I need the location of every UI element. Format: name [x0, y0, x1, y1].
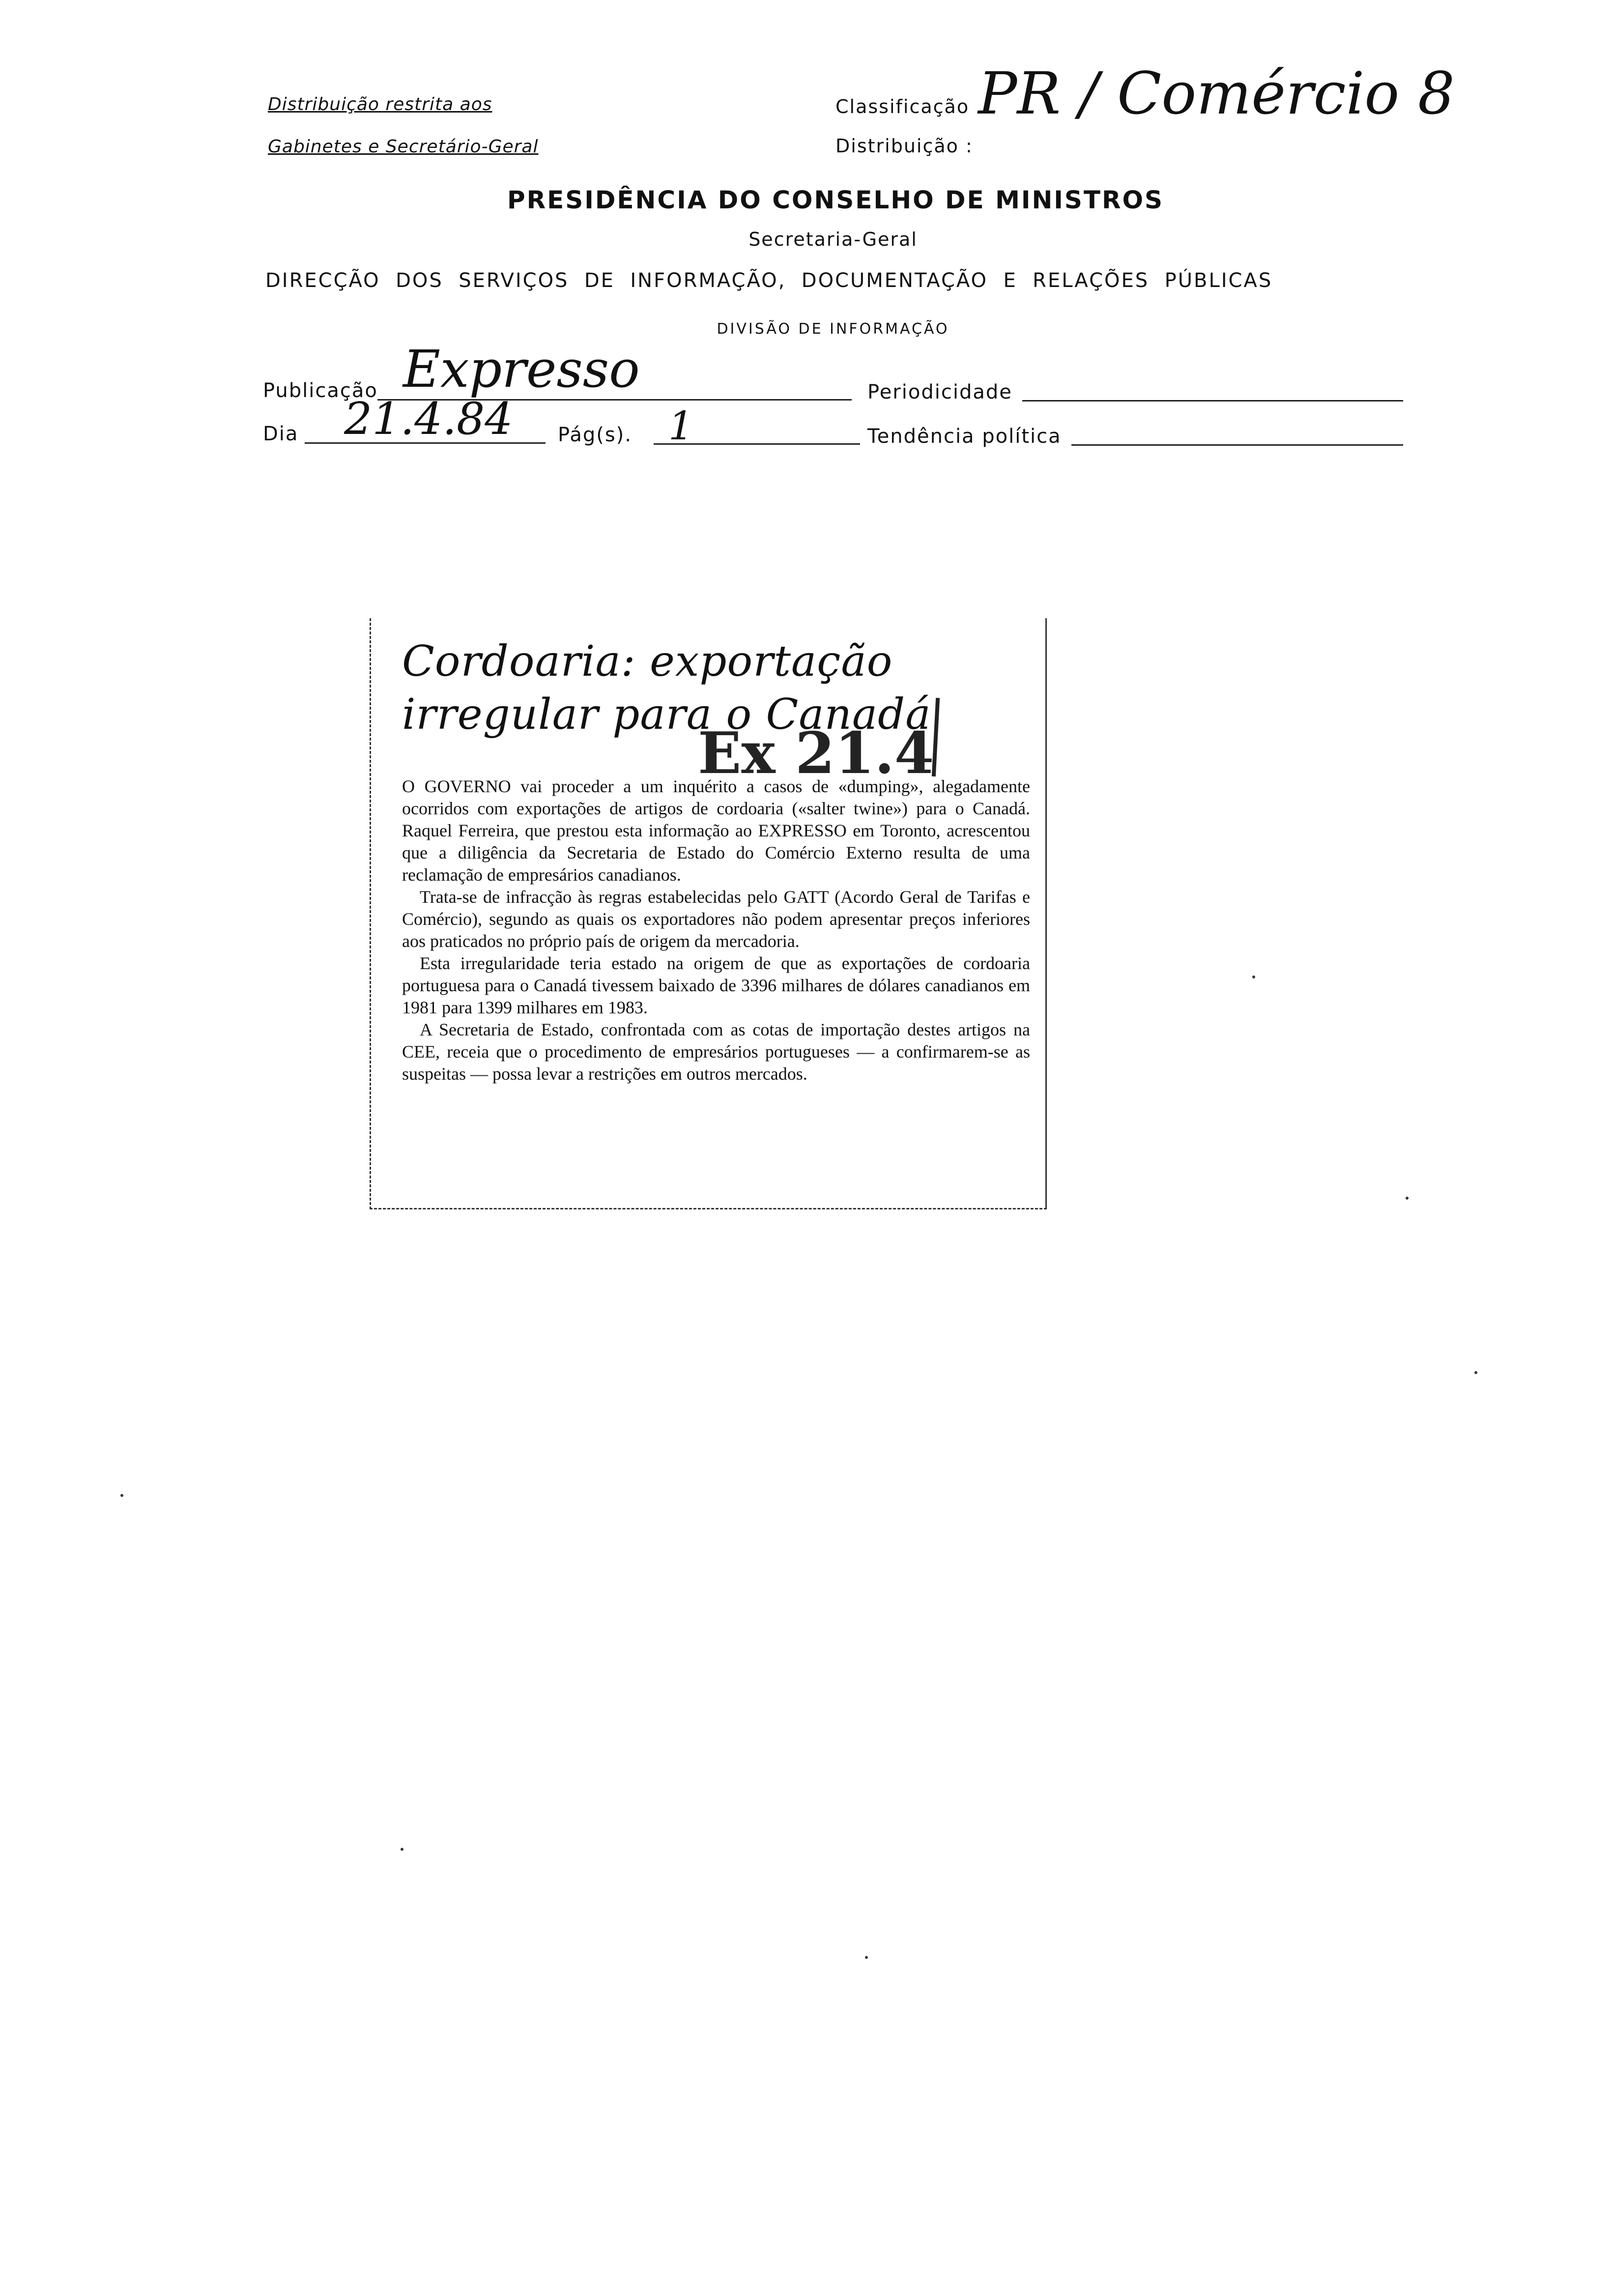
clipping-body	[402, 775, 1030, 1085]
scan-speck	[1406, 1197, 1409, 1200]
pags-value: 1	[668, 403, 693, 449]
clipping-headline-line1: Cordoaria: exportação	[402, 637, 893, 686]
publicacao-label: Publicação	[263, 379, 378, 402]
classification-handwritten: PR / Comércio 8	[978, 59, 1455, 127]
distribution-label: Distribuição :	[835, 135, 973, 157]
scan-speck	[120, 1494, 123, 1497]
clipping-headline-line2: irregular para o Canadá	[402, 690, 931, 739]
scan-speck	[401, 1848, 403, 1851]
division: DIVISÃO DE INFORMAÇÃO	[717, 320, 950, 338]
org-subtitle: Secretaria-Geral	[748, 229, 918, 250]
scan-speck	[1474, 1371, 1477, 1374]
clipping-handwritten-note: Ex 21.4	[698, 720, 934, 787]
restricted-distribution-line1: Distribuição restrita aos	[268, 94, 492, 115]
clipping-paragraph: Esta irregularidade teria estado na origem de que as exportações de cordoaria portuguesa para o Canadá tivessem baixado de 3396 milhares de dólares canadianos em 1981 para 1399 milhares em 1983.	[402, 953, 1030, 1017]
scan-speck	[1252, 976, 1255, 978]
tendencia-label: Tendência política	[867, 425, 1062, 448]
periodicidade-label: Periodicidade	[867, 381, 1012, 403]
pags-label: Pág(s).	[558, 424, 632, 446]
dia-label: Dia	[263, 423, 299, 445]
publicacao-value: Expresso	[403, 339, 640, 399]
classification-label: Classificação	[835, 96, 970, 117]
dia-value: 21.4.84	[344, 393, 513, 445]
periodicidade-line	[1022, 400, 1403, 402]
org-title: PRESIDÊNCIA DO CONSELHO DE MINISTROS	[507, 186, 1164, 214]
clipping-paragraph: A Secretaria de Estado, confrontada com as cotas de importação destes artigos na CEE, receia que o procedimento de empresários portugueses — a confirmarem-se as suspeitas — possa levar a restrições em outros mercados.	[402, 1020, 1030, 1084]
restricted-distribution-line2: Gabinetes e Secretário-Geral	[268, 137, 539, 157]
directorate: DIRECÇÃO DOS SERVIÇOS DE INFORMAÇÃO, DOCUMENTAÇÃO E RELAÇÕES PÚBLICAS	[265, 269, 1273, 292]
tendencia-line	[1071, 444, 1403, 446]
clipping-paragraph: O GOVERNO vai proceder a um inquérito a casos de «dumping», alegadamente ocorridos com exportações de artigos de cordoaria («salter twine») para o Canadá. Raquel Ferreira, que prestou esta informação ao EXPRESSO em Toronto, acrescentou que a diligência da Secretaria de Estado do Comércio Externo resulta de uma reclamação de empresários canadianos.	[402, 776, 1030, 885]
clipping-paragraph: Trata-se de infracção às regras estabelecidas pelo GATT (Acordo Geral de Tarifas e Comércio), segundo as quais os exportadores não podem apresentar preços inferiores aos praticados no próprio país de origem da mercadoria.	[402, 887, 1030, 951]
scan-speck	[865, 1956, 868, 1959]
